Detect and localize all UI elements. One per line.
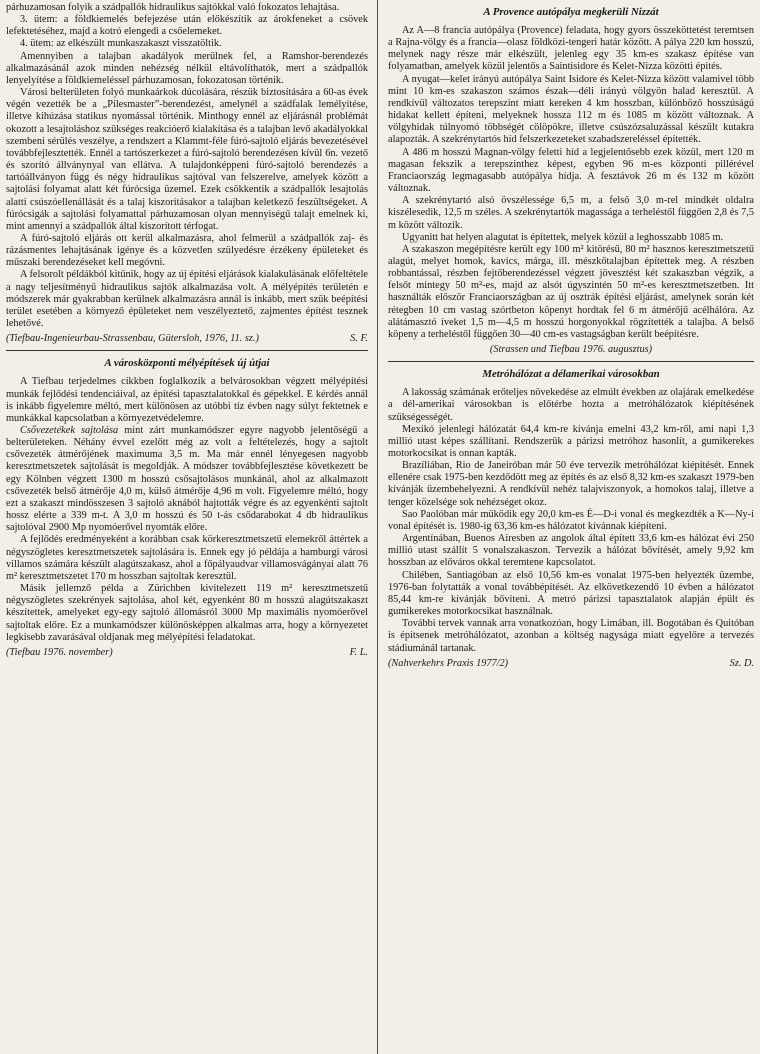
provence-paragraph-1: Az A—8 francia autópálya (Provence) feladata, hogy gyors összeköttetést teremtsen a Rajna-völgy és a francia—olasz földközi-tengeri határ között. A pálya 220 km hosszú, melynek nagy része már elkészült, jelenleg egy 35 km-es szakasz építése van folyamatban, amelyek közül jelentős a Saintisidore és Kelet-Nizza közötti építés. — [388, 25, 754, 73]
article-paragraph-3: A fejlődés eredményeként a korábban csak körkeresztmetszetű elemekről áttértek a négyszögletes keresztmetszetek sajtolására is. Ennek egy jó példája a hamburgi városi villamos számára készült alagútszakasz, ahol a főpályaudvar villamosvágányai alatt 76 m² keresztmetszetet 170 m hosszban sajtoltak keresztül. — [6, 534, 368, 582]
article-paragraph-4: Másik jellemző példa a Zürichben kivitelezett 119 m² keresztmetszetű négyszögletes szekrények sajtolása, ahol két, egyenként 80 m hosszú alagútszakaszt készítettek, amelyeket egy-egy sajtoló állomásról 3000 Mp maximális nyomóerővel sajtoltak előre. Ez a munkamódszer különösképpen alkalmas arra, hogy a környezetet legkisebb zavarásával oldjanak meg mélyépítési feladatokat. — [6, 583, 368, 643]
metro-paragraph-2: Mexikó jelenlegi hálózatát 64,4 km-re kívánja emelni 43,2 km-ről, ami napi 1,3 millió utast képes szállítani. Rendszerük a párizsi metróhoz hasonlít, a gumikerekes motorkocsikat is onnan kapták. — [388, 423, 754, 459]
intro-paragraph-7: A felsorolt példákból kitűnik, hogy az új építési eljárások kialakulásának előfeltétele a nagy teljesítményű hidraulikus sajtók alkalmazása volt. A mélyépítés területén e módszerek már gyakrabban kerülnek alkalmazásra annál is inkább, mert szűk beépítési terület esetében a környező épületeket nem veszélyeztető, zajmentes építést tesznek lehetővé. — [6, 269, 368, 330]
intro-source: (Tiefbau-Ingenieurbau-Strassenbau, Gütersloh, 1976, 11. sz.) — [6, 333, 259, 345]
metro-signature: Sz. D. — [729, 657, 754, 669]
intro-paragraph-5: Városi belterületen folyó munkaárkok dúcolására, részük biztosítására a 60-as évek végén vezették be a „Pilesmaster”-berendezést, amelynél a szádfalak lemélyítése, illetve kihúzása statikus nyomással történik. Minthogy ennél az eljárásnál problémát okozott a lesajtoláshoz szükséges reakcióerő kialakítása és a talajban levő akadályokkal szembeni sérülés veszélye, a rendszert a Klammt-féle fúró-sajtoló eljárás bevezetésével továbbfejlesztették. Ennél a tartószerkezet a fúró-sajtoló berendezésen kívül 6n. vezető és szorító állványnyal van ellátva. A tulajdonképpeni fúró-sajtoló berendezés a tartóállványon függ és négy hidraulikus sajtóval van felszerelve, amelyek között a sajtolási folyamat alatt két fúrócsiga üzemel. Ezek csökkentik a szádpallók lesajtolás alatti csúszóellenállását és a talaj kiszorításakor a talajban keletkező feszültségeket. A fúrócsigák a sajtolási folyamattal párhuzamosan olyan mennyiségű talajt emelnek ki, mint amennyi a szádpallók által kiszorított térfogat. — [6, 87, 368, 232]
provence-paragraph-4: A szekrénytartó alsó övszélessége 6,5 m, a felső 3,0 m-rel mindkét oldalra kiszélesedik, 12,5 m széles. A szekrénytartók magassága a terheléstől függően 2,8 és 7,5 m között változik. — [388, 195, 754, 231]
article-paragraph-2: Csővezetékek sajtolása mint zárt munkamódszer egyre nagyobb jelentőségű a belterületeken. Néhány évvel ezelőtt még az volt a feltételezés, hogy a sajtolt csővezeték átmérőjének maximuma 3,5 m. Ma már ennél lényegesen nagyobb keresztmetszetek sajtolását is megoldják. A módszer továbbfejlesztése következett be egy Kölnben végzett 1300 m hosszú csősajtolásos munkánál, ahol az alkalmazott csővezeték belső átmérője 4,0 m, külső átmérője 4,96 m volt. Figyelemre méltó, hogy ezt a szakaszt mindösszesen 3 sajtoló aknából hajtották végre és az egyenkénti sajtolt hossz elérte a 339 m-t. A 3,0 m hosszú és 50 t-ás csődarabokat 4 db hidraulikus sajtolóval 2900 Mp nyomóerővel nyomták előre. — [6, 425, 368, 534]
intro-paragraph-2: 3. ütem: a földkiemelés befejezése után előkészítik az árokfeneket a csövek lefektetéséhez, majd a kotró elengedi a csőelemeket. — [6, 14, 368, 38]
article-source-line — [6, 647, 368, 659]
metro-source-line — [388, 658, 754, 670]
section-divider — [6, 350, 368, 351]
intro-source-line — [6, 333, 368, 345]
provence-paragraph-5: Ugyanitt hat helyen alagutat is építettek, melyek közül a leghosszabb 1085 m. — [402, 231, 724, 243]
article-title-provence: A Provence autópálya megkerüli Nizzát — [483, 6, 659, 18]
provence-source-line — [388, 344, 754, 356]
provence-source: (Strassen und Tiefbau 1976. augusztus) — [489, 344, 653, 356]
metro-source: (Nahverkehrs Praxis 1977/2) — [388, 657, 509, 669]
intro-paragraph-1: párhuzamosan folyik a szádpallók hidraulikus sajtókkal való fokozatos lehajtása. — [6, 2, 340, 13]
left-column — [6, 2, 368, 1050]
article-lead-phrase: Csővezetékek sajtolása — [20, 425, 119, 436]
metro-paragraph-6: Chilében, Santiagóban az első 10,56 km-es vonalat 1975-ben helyezték üzembe, 1976-ban folytatták a vonal továbbépítését. Az elkövetkezendő 10 évben a hálózatot 85,44 km-re kívánják bővíteni. A metró párizsi tapasztalatok alapján épült és gumikerekes motorkocsikat használnak. — [388, 569, 754, 618]
metro-paragraph-4: Sao Paolóban már működik egy 20,0 km-es É—D-i vonal és megkezdték a K—Ny-i vonal építését is. 1980-ig 63,36 km-es hálózatot kívánnak kiépíteni. — [388, 508, 754, 532]
column-divider — [377, 0, 378, 1054]
article-title-city-center: A városközponti mélyépítések új útjai — [104, 357, 270, 370]
provence-paragraph-2: A nyugat—kelet irányú autópálya Saint Isidore és Kelet-Nizza között valamivel több mint 10 km-es szakaszon számos észak—déli irányú völgyön halad keresztül. A rendkívül változatos terepszint miatt kereken 4 km hosszban, különböző hosszúságú hidakat kellett építeni, melyeknek hossza 112 m és 1085 m között változnak. A völgyhidak túlnyomó többségét cölöpökre, illetve csúszózsaluzással készült kutakra alapozták. A szekrénytartós híd felszerkezeteket szabadszereléssel építették. — [388, 73, 754, 146]
intro-paragraph-4: Amennyiben a talajban akadályok merülnek fel, a Ramshor-berendezés alkalmazásánál azok minden nehézség nélkül eltávolíthatók, mert a szádpallók lenyelyítése a földkiemeléssel párhuzamosan, fokozatosan történik. — [6, 50, 368, 86]
section-divider-right — [388, 361, 754, 362]
intro-signature: S. F. — [350, 333, 368, 345]
right-column — [388, 2, 754, 1050]
metro-paragraph-1: A lakosság számának erőteljes növekedése az elmúlt években az olajárak emelkedése a dél-amerikai városokban is előtérbe hozta a metróhálózatok kiépítésének szükségességét. — [388, 387, 754, 423]
intro-paragraph-6: A fúró-sajtoló eljárás ott kerül alkalmazásra, ahol felmerül a szádpallók zaj- és rázásmentes lehajtásának igénye és a közvetlen szülyedésre érzékeny épületeket és műszaki berendezéseket kell megóvni. — [6, 232, 368, 269]
article-title-metro: Metróhálózat a délamerikai városokban — [482, 368, 660, 381]
intro-paragraph-3: 4. ütem: az elkészült munkaszakaszt visszatöltik. — [20, 38, 222, 50]
metro-paragraph-5: Argentínában, Buenos Airesben az angolok által épített 33,6 km-es hálózat évi 250 millió utast szállít 5 vonalszakaszon. Tervezik a hálózat bővítését, amely 9,92 km hosszban az előváros okkal teremtene kapcsolatot. — [388, 533, 754, 569]
article-paragraph-1: A Tiefbau terjedelmes cikkben foglalkozik a belvárosokban végzett mélyépítési munkák fejlődési tendenciáival, az építési tapasztalatokkal és gépekkel. E kérdés annál is inkább figyelemre méltó, mert különösen az utóbbi tíz évben nagy súlyt fektetnek e munkákkal kapcsolatban a környezetvédelemre. — [6, 376, 368, 424]
metro-paragraph-7: További tervek vannak arra vonatkozóan, hogy Limában, ill. Bogotában és Quitóban is építsenek metróhálózatot, azonban a költség nagysága miatt egyelőre a tervezés stádiumánál tartanak. — [388, 618, 754, 654]
article-source: (Tiefbau 1976. november) — [6, 646, 113, 658]
article-signature: F. L. — [349, 646, 368, 658]
metro-paragraph-3: Brazíliában, Rio de Janeiróban már 50 éve tervezik metróhálózat kiépítését. Ennek ellenére csak 1975-ben kezdődött meg az építés és az első 8,32 km-es szakaszt 1979-ben kívánják üzembehelyezni. A rendkívül nehéz talajviszonyok, a homokos talaj, illetve a tenger közelsége sok nehézséget okoz. — [388, 460, 754, 508]
provence-paragraph-3: A 486 m hosszú Magnan-völgy feletti híd a legjelentősebb ezek közül, mert 120 m magasan fekszik a terepszinthez képest, egyben 96 m-es központi pillérével Franciaország legmagasabb autópálya hídja. A fesztávok 26 m és 132 m között változnak. — [388, 146, 754, 195]
provence-paragraph-6: A szakaszon megépítésre került egy 100 m² kitörésű, 80 m² hasznos keresztmetszetű alagút, melyet homok, kavics, márga, ill. mészkőtalajban építettek meg. A részben robbantással, részben fejtőberendezéssel végzett jövesztést két szakaszban végzik, a felsőt mintegy 50 m²-es, majd az alsót úgyszintén 50 m²-es keresztmetszetben. Itt használták először Franciaországban az új osztrák építési eljárást, amelynek során két rétegben 10 cm vastag szórtbeton köpenyt hordtak fel 6 m átmérőjű acélhálóra. Az alátámasztó íveket 1,5 m—4,5 m hosszú horgonyokkal rögzítették a talajba. A belső köpeny a terheléstől függően 30—40 cm-es vastagságban került beépítésre. — [388, 243, 754, 340]
